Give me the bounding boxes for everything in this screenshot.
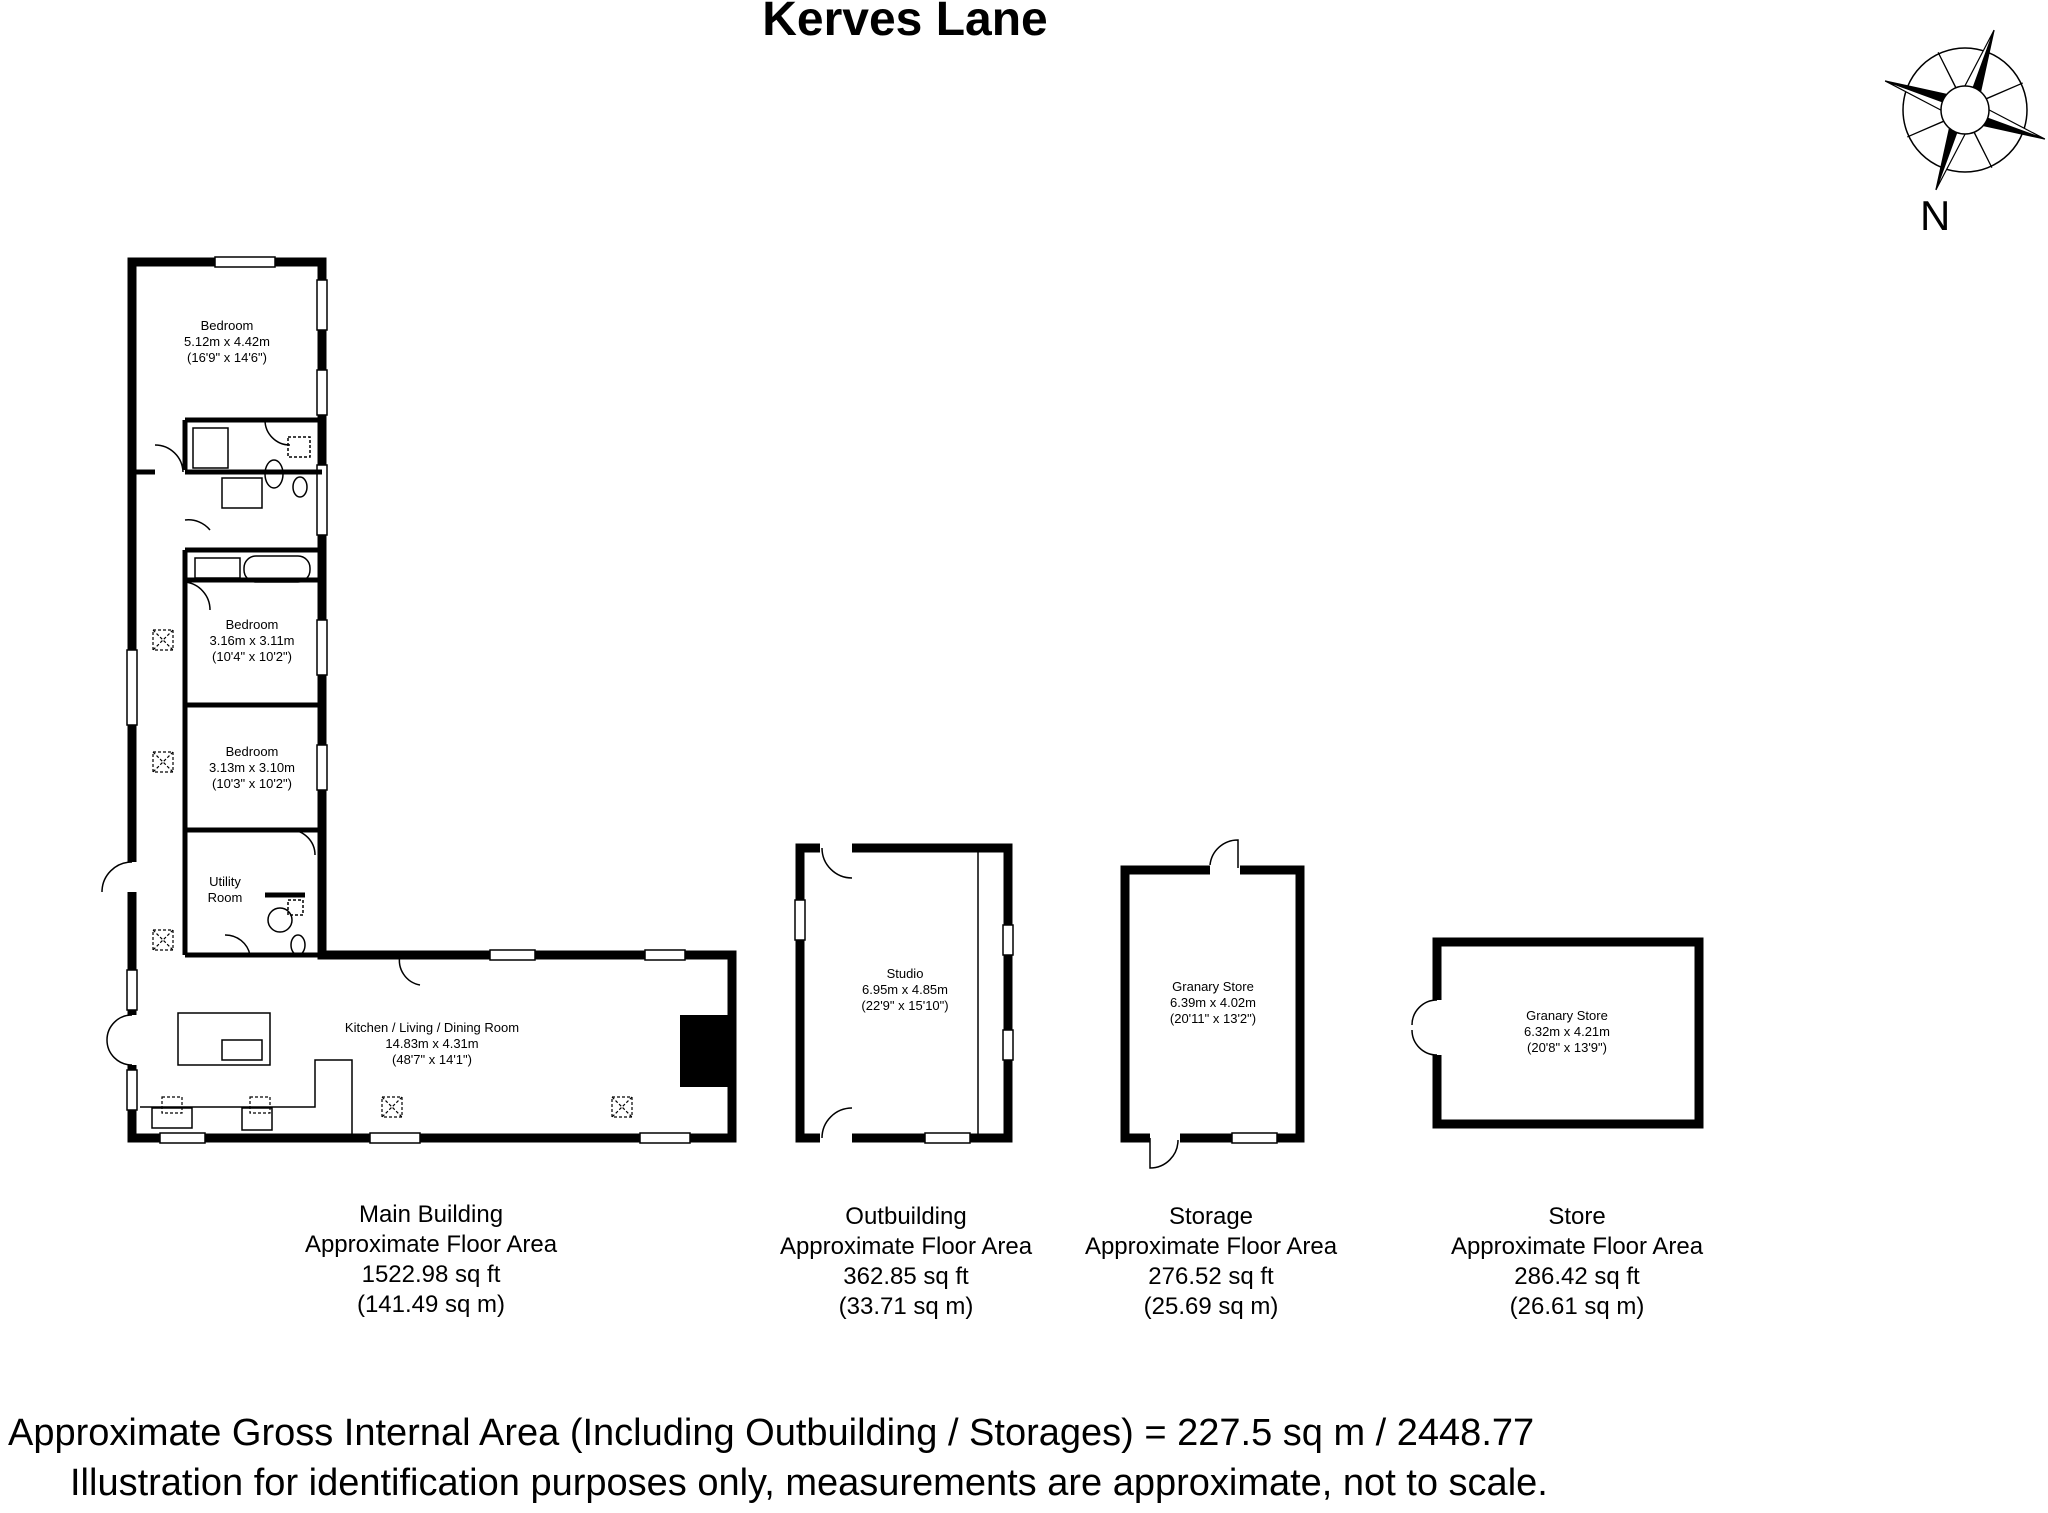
area-summary-storage: Storage Approximate Floor Area 276.52 sq ft (25.69 sq m) — [1084, 1203, 1338, 1320]
room-label-granary-store-storage: Granary Store 6.39m x 4.02m (20'11" x 13'2") — [1169, 979, 1257, 1026]
area-summary-main-building: Main Building Approximate Floor Area 1522.98 sq ft (141.49 sq m) — [304, 1201, 558, 1318]
room-label-utility: Utility Room — [207, 874, 243, 905]
room-label-bedroom-3: Bedroom 3.13m x 3.10m (10'3" x 10'2") — [209, 744, 295, 791]
north-label: N — [1920, 192, 1951, 239]
area-summary-outbuilding: Outbuilding Approximate Floor Area 362.85 sq ft (33.71 sq m) — [779, 1203, 1033, 1320]
room-label-kitchen-living-dining: Kitchen / Living / Dining Room 14.83m x 4.31m (48'7" x 14'1") — [344, 1020, 520, 1067]
disclaimer-note: Illustration for identification purposes only, measurements are approximate, not to scale. — [70, 1462, 1548, 1504]
north-compass-icon — [1880, 25, 2048, 195]
fireplace — [680, 1015, 728, 1087]
door-swings — [102, 420, 420, 1065]
room-label-bedroom-2: Bedroom 3.16m x 3.11m (10'4" x 10'2") — [209, 617, 295, 664]
room-label-bedroom-1: Bedroom 5.12m x 4.42m (16'9" x 14'6") — [184, 318, 270, 365]
room-label-studio: Studio 6.95m x 4.85m (22'9" x 15'10") — [861, 966, 949, 1013]
page-title: Kerves Lane — [762, 0, 1048, 46]
gross-internal-area-note: Approximate Gross Internal Area (Including Outbuilding / Storages) = 227.5 sq m / 2448.77 — [8, 1412, 1535, 1454]
windows — [127, 257, 690, 1143]
main-building-walls — [132, 262, 732, 1138]
area-summary-store: Store Approximate Floor Area 286.42 sq ft (26.61 sq m) — [1450, 1203, 1704, 1320]
room-label-granary-store-store: Granary Store 6.32m x 4.21m (20'8" x 13'9") — [1524, 1008, 1610, 1055]
kitchen-units — [140, 1013, 352, 1138]
bathroom-fixtures — [193, 428, 310, 582]
